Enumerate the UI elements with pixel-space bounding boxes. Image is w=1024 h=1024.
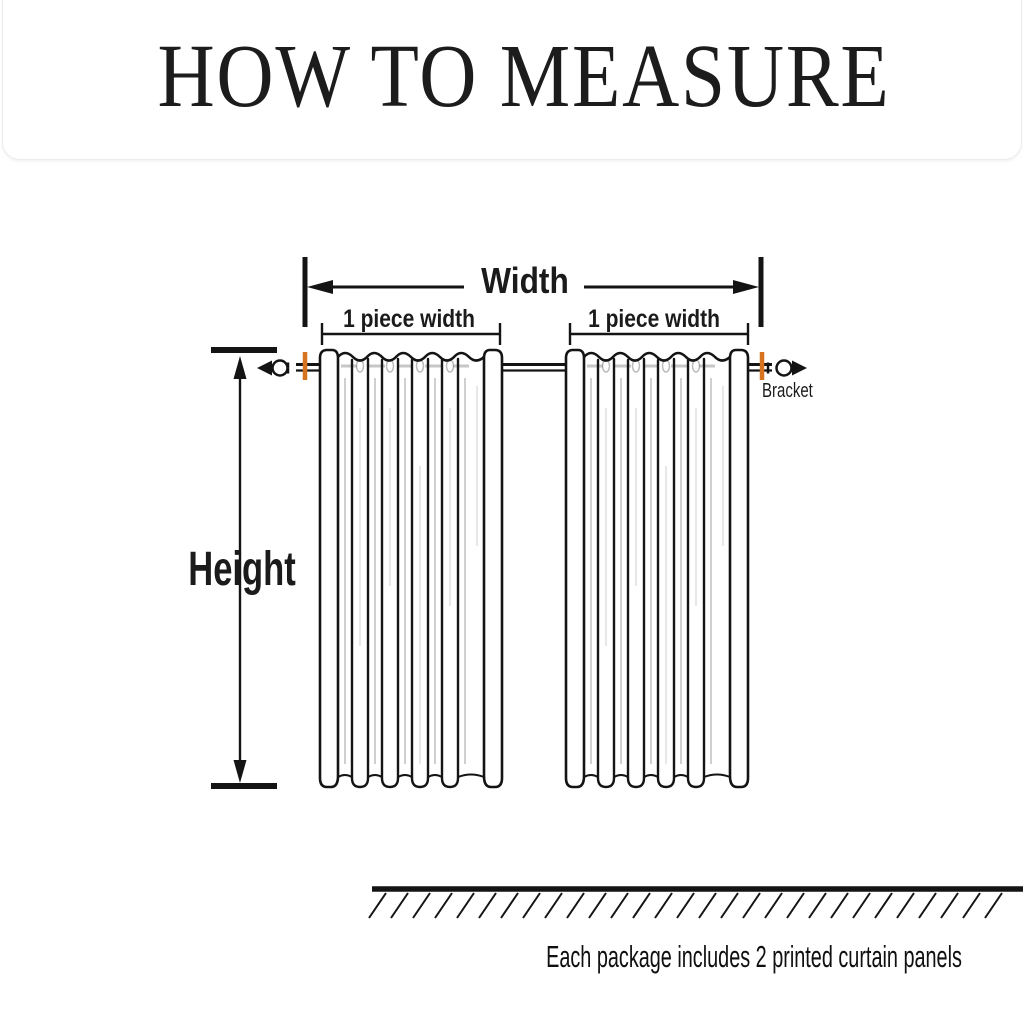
curtain-panel-right	[566, 350, 748, 787]
piece-width-label-right: 1 piece width	[588, 305, 720, 333]
width-arrowhead-right	[733, 280, 759, 294]
curtain-panel-left	[320, 350, 502, 787]
floor-line	[369, 889, 1023, 918]
height-label: Height	[188, 543, 296, 596]
piece-width-label-left: 1 piece width	[343, 305, 475, 333]
height-arrowhead-top	[234, 356, 247, 379]
package-caption: Each package includes 2 printed curtain panels	[546, 939, 962, 974]
height-arrowhead-bottom	[234, 760, 247, 783]
finial-right	[768, 361, 807, 376]
width-arrowhead-left	[307, 280, 333, 294]
finial-left	[257, 361, 288, 376]
width-label: Width	[481, 260, 569, 301]
page-title: HOW TO MEASURE	[157, 27, 891, 126]
bracket-label: Bracket	[762, 380, 813, 402]
